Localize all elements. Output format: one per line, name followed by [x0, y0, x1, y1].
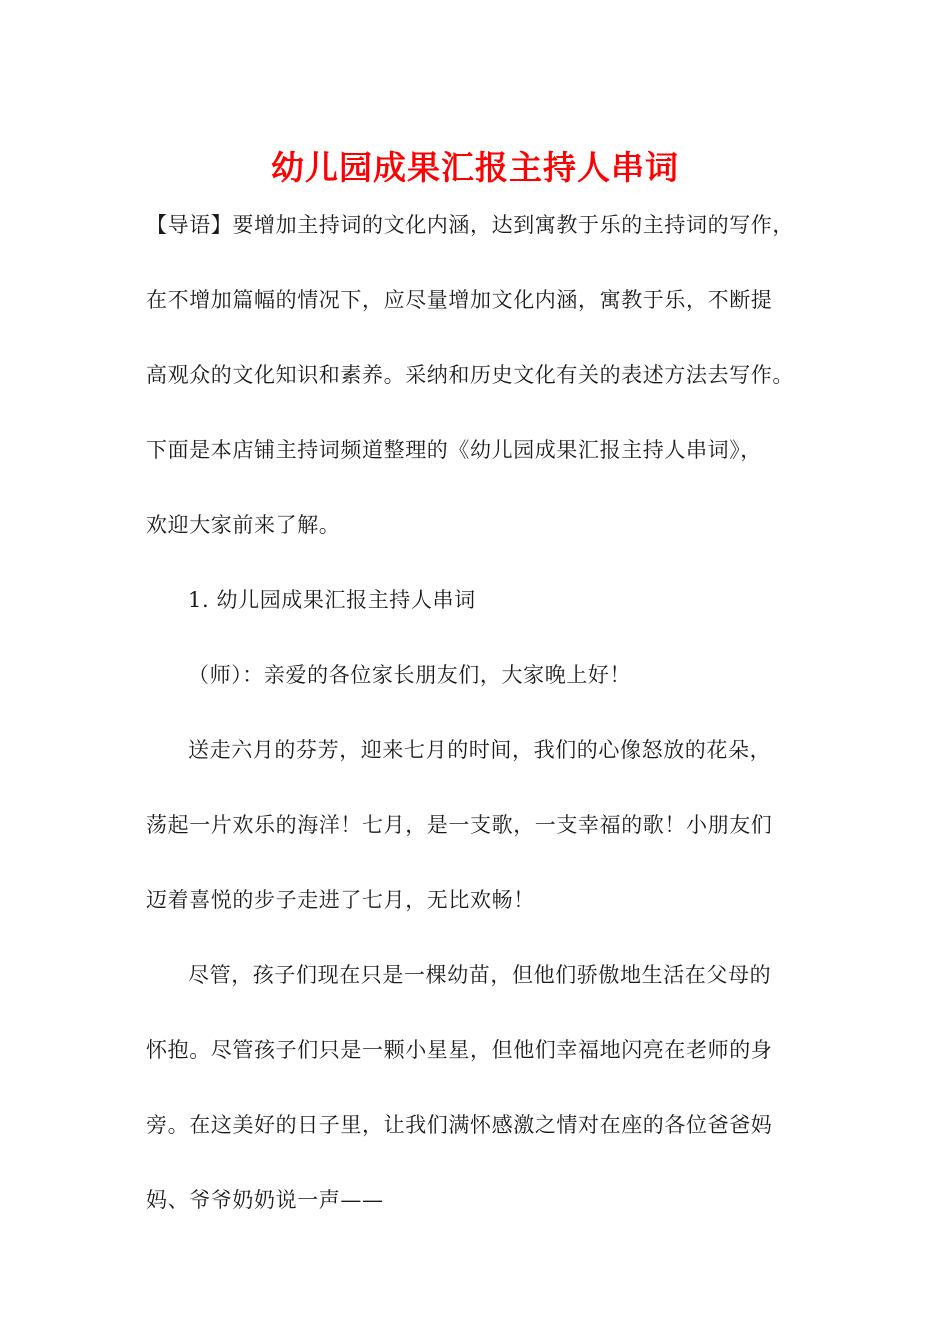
paragraph-1-line-3: 迈着喜悦的步子走进了七月，无比欢畅！ [146, 888, 535, 912]
greeting-line: （师）：亲爱的各位家长朋友们，大家晚上好！ [188, 663, 632, 687]
paragraph-2-line-1: 尽管，孩子们现在只是一棵幼苗，但他们骄傲地生活在父母的 [188, 963, 772, 987]
intro-line-1: 【导语】要增加主持词的文化内涵，达到寓教于乐的主持词的写作， [146, 213, 794, 237]
paragraph-1-line-1: 送走六月的芬芳，迎来七月的时间，我们的心像怒放的花朵， [188, 738, 772, 762]
intro-line-4: 下面是本店铺主持词频道整理的《幼儿园成果汇报主持人串词》， [146, 438, 762, 462]
intro-line-3: 高观众的文化知识和素养。采纳和历史文化有关的表述方法去写作。 [146, 363, 794, 387]
paragraph-2-line-2: 怀抱。尽管孩子们只是一颗小星星，但他们幸福地闪亮在老师的身 [146, 1038, 773, 1062]
intro-line-5: 欢迎大家前来了解。 [146, 513, 341, 537]
intro-line-2: 在不增加篇幅的情况下，应尽量增加文化内涵，寓教于乐，不断提 [146, 288, 773, 312]
paragraph-2-line-3: 旁。在这美好的日子里，让我们满怀感激之情对在座的各位爸爸妈 [146, 1113, 773, 1137]
document-title: 幼儿园成果汇报主持人串词 [271, 148, 679, 187]
paragraph-2-line-4: 妈、爷爷奶奶说一声—— [146, 1188, 384, 1212]
section-heading: 1. 幼儿园成果汇报主持人串词 [188, 588, 476, 612]
paragraph-1-line-2: 荡起一片欢乐的海洋！七月，是一支歌，一支幸福的歌！小朋友们 [146, 813, 773, 837]
